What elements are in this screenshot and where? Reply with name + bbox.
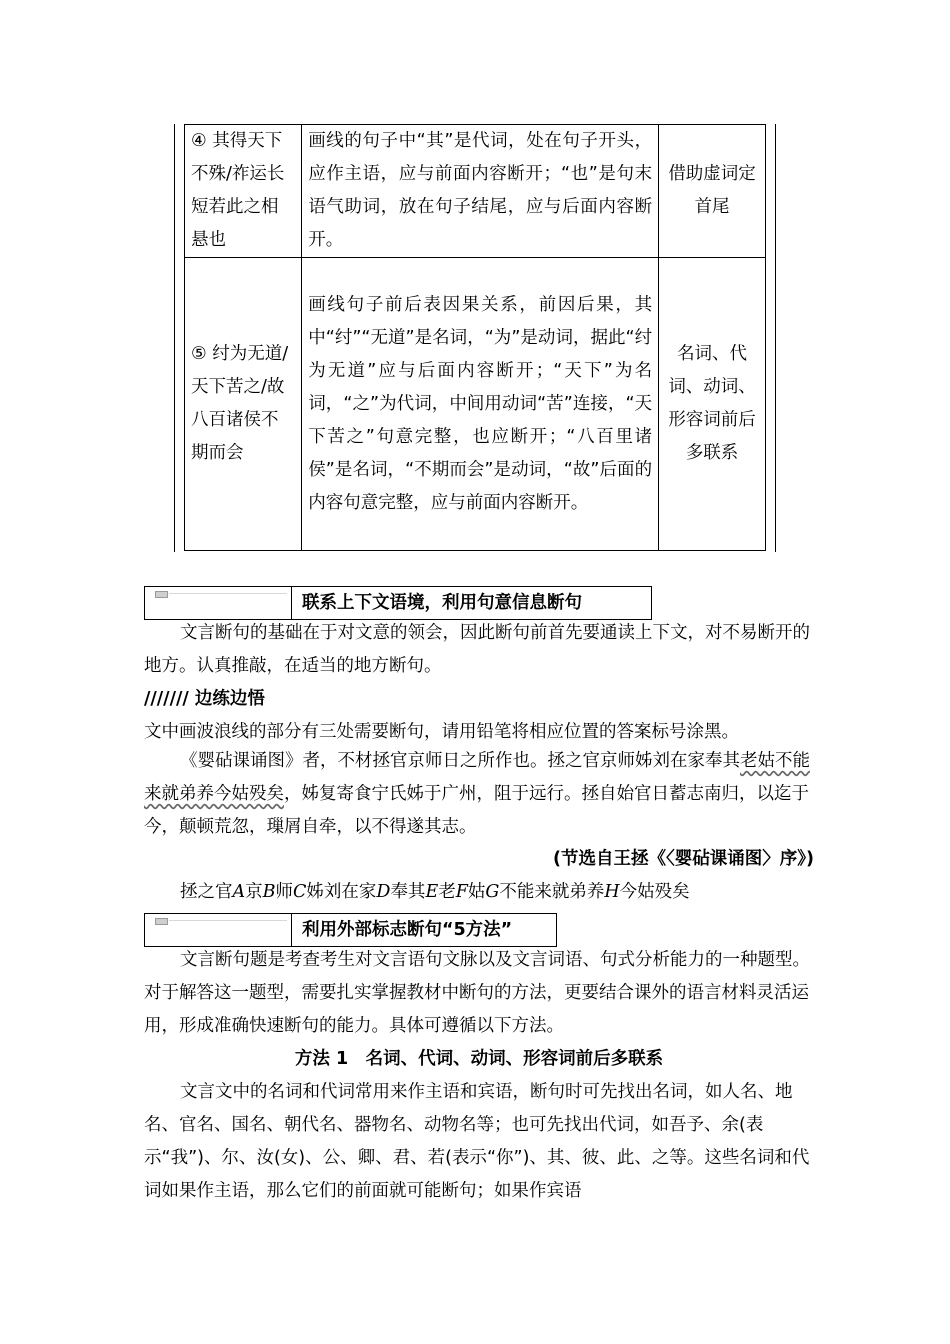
section-label-box: [145, 914, 292, 946]
table-row: [185, 258, 766, 551]
analysis-table-frame: [174, 124, 776, 552]
option-mark-d[interactable]: D: [376, 882, 391, 902]
section-label-box: [145, 587, 292, 619]
option-segment: 拯之官: [180, 882, 233, 902]
option-mark-a[interactable]: A: [232, 882, 246, 902]
practice-heading: /////// 边练边悟: [144, 689, 265, 709]
table-cell-sentence: ④ 其得天下不殊/祚运长短若此之相悬也: [185, 125, 302, 258]
passage-text: [144, 745, 814, 844]
section-title: 利用外部标志断句“5方法”: [302, 920, 513, 940]
option-segment: 师: [275, 882, 294, 902]
passage-source: (节选自王拯《〈婴砧课诵图〉序》): [553, 849, 814, 869]
method1-title: 方法 1 名词、代词、动词、形容词前后多联系: [294, 1049, 664, 1069]
section2-paragraph: 文言断句题是考查考生对文言语句文脉以及文言词语、句式分析能力的一种题型。对于解答这一题型，需要扎实掌握教材中断句的方法，更要结合课外的语言材料灵活运用，形成准确快速断句的能力。具体可遵循以下方法。: [144, 950, 810, 1036]
option-segment: 不能来就弟养: [499, 882, 605, 902]
option-mark-c[interactable]: C: [293, 882, 307, 902]
option-segment: 姊刘在家: [306, 882, 377, 902]
option-mark-b[interactable]: B: [262, 882, 276, 902]
section-header-context: [144, 586, 652, 620]
section-title: 联系上下文语境，利用句意信息断句: [302, 593, 582, 613]
option-mark-g[interactable]: G: [485, 882, 500, 902]
section1-paragraph: 文言断句的基础在于对文意的领会，因此断句前首先要通读上下文，对不易断开的地方。认真推敲，在适当的地方断句。: [144, 623, 810, 676]
option-segment: 老: [438, 882, 456, 902]
label-line: [169, 920, 287, 921]
option-mark-h[interactable]: H: [604, 882, 620, 902]
bookmark-icon: [155, 918, 168, 925]
table-cell-explanation: 画线句子前后表因果关系，前因后果，其中“纣”“无道”是名词，“为”是动词，据此“纣为无道”应与后面内容断开；“天下”为名词，“之”为代词，中间用动词“苦”连接，“天下苦之”句意完整，也应断开；“八百里诸侯”是名词，“不期而会”是动词，“故”后面的内容句意完整，应与前面内容断开。: [302, 258, 659, 551]
wavy-underlined-text: 老姑不能来就弟养今姑殁矣: [144, 751, 810, 804]
answer-options: [144, 876, 814, 909]
table-cell-method: 借助虚词定首尾: [659, 125, 766, 258]
practice-instruction: 文中画波浪线的部分有三处需要断句，请用铅笔将相应位置的答案标号涂黑。: [144, 722, 739, 742]
label-line: [169, 593, 287, 594]
method1-paragraph: 文言文中的名词和代词常用来作主语和宾语，断句时可先找出名词，如人名、地名、官名、国名、朝代名、器物名、动物名等；也可先找出代词，如吾予、余(表示“我”)、尔、汝(女)、公、卿、君、若(表示“你”)、其、彼、此、之等。这些名词和代词如果作主语，那么它们的前面就可能断句；如果作宾语: [144, 1082, 810, 1201]
passage-line-a: 《婴砧课诵图》者，不材拯官京师日之所作也。拯之官京师姊刘在家奉其: [180, 751, 740, 771]
passage-line-c: ，姊复寄食宁氏姊于广州，阻于远行。拯自始官日: [284, 784, 669, 804]
table-row: [185, 125, 766, 258]
option-mark-e[interactable]: E: [425, 882, 439, 902]
table-cell-explanation: 画线的句子中“其”是代词，处在句子开头，应作主语，应与前面内容断开；“也”是句末语气助词，放在句子结尾，应与后面内容断开。: [302, 125, 659, 258]
option-segment: 今姑殁矣: [619, 882, 690, 902]
passage-line-d: 蓄志南归，以迄于今，颠顿荒忽，璅屑自牵，以不得遂其志。: [144, 784, 809, 837]
table-cell-method: 名词、代词、动词、形容词前后多联系: [659, 258, 766, 551]
option-segment: 京: [245, 882, 263, 902]
option-segment: 姑: [467, 882, 486, 902]
option-segment: 奉其: [390, 882, 426, 902]
table-cell-sentence: ⑤ 纣为无道/天下苦之/故八百诸侯不期而会: [185, 258, 302, 551]
bookmark-icon: [155, 591, 168, 598]
section-header-methods: [144, 913, 557, 947]
analysis-table: [184, 124, 766, 551]
option-mark-f[interactable]: F: [455, 882, 468, 902]
